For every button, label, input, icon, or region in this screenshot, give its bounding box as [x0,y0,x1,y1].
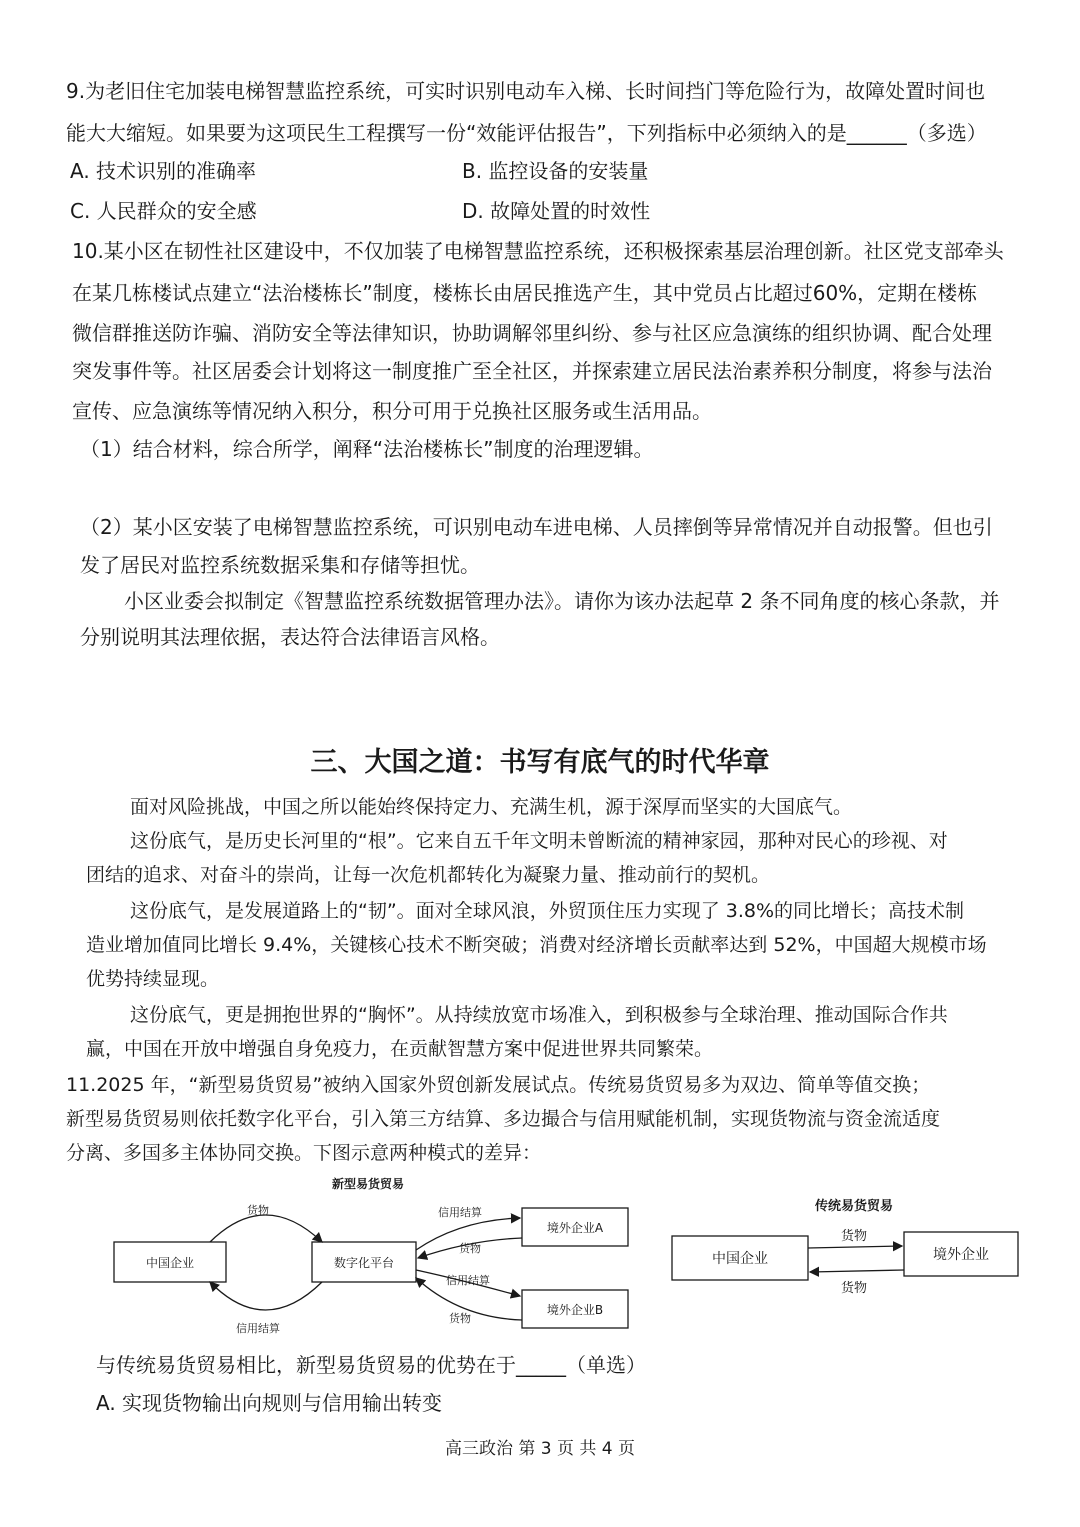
q10-sub2-line-2: 发了居民对监控系统数据采集和存储等担忧。 [80,553,480,577]
goods-label-b: 货物 [449,1312,471,1325]
q10-line-2: 在某几栋楼试点建立“法治楼栋长”制度，楼栋长由居民推选产生，其中党员占比超过60%，定期在楼栋 [72,281,978,305]
trad-foreign-enterprise-label: 境外企业 [933,1247,989,1263]
section3-paragraph-4b: 赢，中国在开放中增强自身免疫力，在贡献智慧方案中促进世界共同繁荣。 [86,1038,714,1060]
q9-line-1: 9.为老旧住宅加装电梯智慧监控系统，可实时识别电动车入梯、长时间挡门等危险行为，故障处置时间也 [66,79,986,103]
goods-label-a: 货物 [459,1242,481,1255]
section3-paragraph-1: 面对风险挑战，中国之所以能始终保持定力、充满生机，源于深厚而坚实的大国底气。 [130,796,853,818]
section3-paragraph-2a: 这份底气，是历史长河里的“根”。它来自五千年文明未曾断流的精神家园，那种对民心的珍视、对 [130,830,948,852]
q11-option-a: A. 实现货物输出向规则与信用输出转变 [96,1391,443,1415]
credit-label-b: 信用结算 [446,1274,490,1287]
q11-question: 与传统易货贸易相比，新型易货贸易的优势在于_____（单选） [96,1353,646,1377]
q10-subquestion-1: （1）结合材料，综合所学，阐释“法治楼栋长”制度的治理逻辑。 [80,437,654,461]
page-footer: 高三政治 第 3 页 共 4 页 [444,1439,636,1459]
q11-line-1: 11.2025 年，“新型易货贸易”被纳入国家外贸创新发展试点。传统易货贸易多为双边、简单等值交换； [66,1074,931,1096]
q10-line-3: 微信群推送防诈骗、消防安全等法律知识，协助调解邻里纠纷、参与社区应急演练的组织协调、配合处理 [72,321,992,345]
q9-option-b: B. 监控设备的安装量 [462,159,649,183]
section3-paragraph-3b: 造业增加值同比增长 9.4%，关键核心技术不断突破；消费对经济增长贡献率达到 52%，中国超大规模市场 [86,934,987,956]
q9-option-c: C. 人民群众的安全感 [70,199,257,223]
section-title: 三、大国之道：书写有底气的时代华章 [310,747,770,778]
section3-paragraph-3c: 优势持续显现。 [86,968,220,990]
china-enterprise-label: 中国企业 [145,1256,195,1270]
trad-goods-label-in: 货物 [840,1281,868,1296]
trad-china-enterprise-label: 中国企业 [712,1251,768,1267]
traditional-barter-diagram [664,1192,1034,1302]
digital-platform-label: 数字化平台 [333,1256,395,1270]
credit-arrow-bottom [210,1282,322,1310]
foreign-enterprise-a-label: 境外企业A [546,1221,604,1235]
q10-line-5: 宣传、应急演练等情况纳入积分，积分可用于兑换社区服务或生活用品。 [72,399,712,423]
q9-option-a: A. 技术识别的准确率 [70,159,257,183]
credit-label-bottom: 信用结算 [236,1322,280,1335]
q10-sub2-line-1: （2）某小区安装了电梯智慧监控系统，可识别电动车进电梯、人员摔倒等异常情况并自动报警。但也引 [80,515,993,539]
trad-goods-label-out: 货物 [840,1229,868,1244]
traditional-diagram-title: 传统易货贸易 [814,1199,894,1214]
section3-paragraph-4a: 这份底气，更是拥抱世界的“胸怀”。从持续放宽市场准入，到积极参与全球治理、推动国际合作共 [130,1004,948,1026]
q10-sub2-line-3: 小区业委会拟制定《智慧监控系统数据管理办法》。请你为该办法起草 2 条不同角度的核心条款，并 [124,589,1000,613]
new-barter-diagram [100,1170,640,1350]
credit-label-a: 信用结算 [438,1206,482,1219]
goods-label-top: 货物 [247,1204,269,1217]
section3-paragraph-2b: 团结的追求、对奋斗的崇尚，让每一次危机都转化为凝聚力量、推动前行的契机。 [86,864,771,886]
trad-goods-arrow-in [810,1270,904,1272]
q10-sub2-line-4: 分别说明其法理依据，表达符合法律语言风格。 [80,625,500,649]
q9-option-d: D. 故障处置的时效性 [462,199,651,223]
goods-arrow-top [210,1215,322,1242]
q10-line-4: 突发事件等。社区居委会计划将这一制度推广至全社区，并探索建立居民法治素养积分制度，将参与法治 [72,359,992,383]
q11-line-3: 分离、多国多主体协同交换。下图示意两种模式的差异： [66,1142,542,1164]
q11-line-2: 新型易货贸易则依托数字化平台，引入第三方结算、多边撮合与信用赋能机制，实现货物流与资金流适度 [66,1108,941,1130]
section3-paragraph-3a: 这份底气，是发展道路上的“韧”。面对全球风浪，外贸顶住压力实现了 3.8%的同比增长；高技术制 [130,900,964,922]
foreign-enterprise-b-label: 境外企业B [546,1303,604,1317]
trad-goods-arrow-out [808,1246,902,1248]
q9-line-2: 能大大缩短。如果要为这项民生工程撰写一份“效能评估报告”，下列指标中必须纳入的是______（多选） [66,121,987,145]
q10-line-1: 10.某小区在韧性社区建设中，不仅加装了电梯智慧监控系统，还积极探索基层治理创新。社区党支部牵头 [72,239,1004,263]
new-diagram-title: 新型易货贸易 [331,1177,405,1191]
